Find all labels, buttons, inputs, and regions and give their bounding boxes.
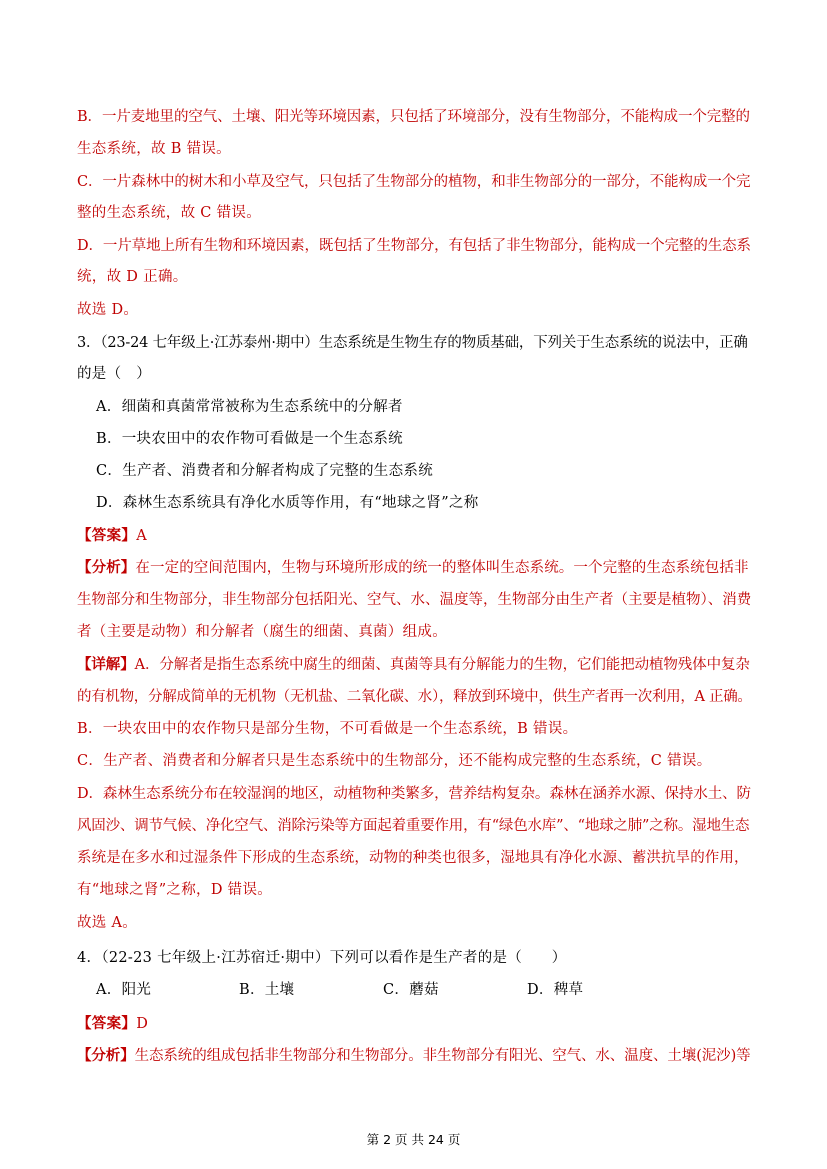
q4-analysis-text-1: 生态系统的组成包括非生物部分和生物部分。非生物部分有阳光、空气、水、温度、土壤(泥沙)等: [134, 1048, 751, 1064]
q3-answer-value: A: [136, 528, 147, 544]
q3-analysis-line-1: [77, 558, 749, 578]
q3-detail-line-8: 有“地球之肾”之称，D 错误。: [77, 882, 273, 898]
q3-detail-line-7: 系统是在多水和过湿条件下形成的生态系统，动物的种类也很多，湿地具有净化水源、蓄洪抗旱的作用，: [77, 850, 749, 866]
q3-answer-line: [77, 526, 147, 546]
choose-line-1: 故选 D。: [77, 302, 139, 318]
q3-option-b: B．一块农田中的农作物可看做是一个生态系统: [96, 431, 403, 447]
q4-stem-line: 4．（22-23 七年级上·江苏宿迁·期中）下列可以看作是生产者的是（ ）: [77, 950, 567, 966]
q3-detail-line-4: C．生产者、消费者和分解者只是生态系统中的生物部分，还不能构成完整的生态系统，C 错误。: [77, 753, 712, 769]
text-line-b2: 生态系统，故 B 错误。: [77, 141, 231, 157]
q4-analysis-line-1: [77, 1046, 751, 1066]
q4-answer-line: [77, 1014, 148, 1034]
q3-analysis-text-1: 在一定的空间范围内，生物与环境所形成的统一的整体叫生态系统。一个完整的生态系统包括非: [135, 560, 749, 576]
q3-choose-line: 故选 A。: [77, 915, 138, 931]
q3-option-a: A．细菌和真菌常常被称为生态系统中的分解者: [96, 399, 403, 415]
q3-detail-text-1: A．分解者是指生态系统中腐生的细菌、真菌等具有分解能力的生物，它们能把动植物残体中复杂: [134, 657, 750, 673]
text-line-b1: B．一片麦地里的空气、土壤、阳光等环境因素，只包括了环境部分，没有生物部分，不能构成一个完整的: [77, 109, 750, 125]
q3-detail-line-2: 的有机物，分解成简单的无机物（无机盐、二氧化碳、水），释放到环境中，供生产者再一次利用，A 正确。: [77, 689, 752, 705]
q4-answer-value: D: [136, 1016, 149, 1032]
q3-stem-line-2: 的是（ ）: [77, 366, 151, 382]
detail-tag: 【详解】: [77, 657, 135, 673]
q3-option-d: D．森林生态系统具有净化水质等作用，有“地球之肾”之称: [96, 495, 479, 511]
text-line-c1: C．一片森林中的树木和小草及空气，只包括了生物部分的植物，和非生物部分的一部分，不能构成一个完: [77, 174, 751, 190]
q4-option-d: D．稗草: [527, 982, 584, 998]
q3-option-c: C．生产者、消费者和分解者构成了完整的生态系统: [96, 463, 433, 479]
analysis-tag: 【分析】: [77, 1048, 135, 1064]
page-footer: 第 2 页 共 24 页: [366, 1132, 461, 1147]
q4-option-a: A．阳光: [96, 982, 152, 998]
q4-option-c: C．蘑菇: [383, 982, 439, 998]
q3-detail-line-1: [77, 655, 750, 675]
q4-options-row: [96, 980, 583, 1000]
q3-stem-line-1: 3．（23-24 七年级上·江苏泰州·期中）生态系统是生物生存的物质基础，下列关于生态系统的说法中，正确: [77, 335, 748, 351]
q3-detail-line-6: 风固沙、调节气候、净化空气、消除污染等方面起着重要作用，有“绿色水库”、“地球之肺”之称。湿地生态: [77, 818, 750, 834]
text-line-d2: 统，故 D 正确。: [77, 269, 188, 285]
text-line-d1: D．一片草地上所有生物和环境因素，既包括了生物部分，有包括了非生物部分，能构成一个完整的生态系: [77, 238, 751, 254]
q3-detail-line-3: B．一块农田中的农作物只是部分生物，不可看做是一个生态系统，B 错误。: [77, 721, 578, 737]
answer-tag: 【答案】: [77, 1016, 137, 1032]
q3-detail-line-5: D．森林生态系统分布在较湿润的地区，动植物种类繁多，营养结构复杂。森林在涵养水源、保持水土、防: [77, 786, 751, 802]
text-line-c2: 整的生态系统，故 C 错误。: [77, 205, 262, 221]
analysis-tag: 【分析】: [77, 560, 136, 576]
q3-analysis-line-2: 生物部分和生物部分，非生物部分包括阳光、空气、水、温度等，生物部分由生产者（主要是植物）、消费: [77, 592, 752, 608]
q4-option-b: B．土壤: [239, 982, 295, 998]
answer-tag: 【答案】: [77, 528, 137, 544]
q3-analysis-line-3: 者（主要是动物）和分解者（腐生的细菌、真菌）组成。: [77, 624, 447, 640]
